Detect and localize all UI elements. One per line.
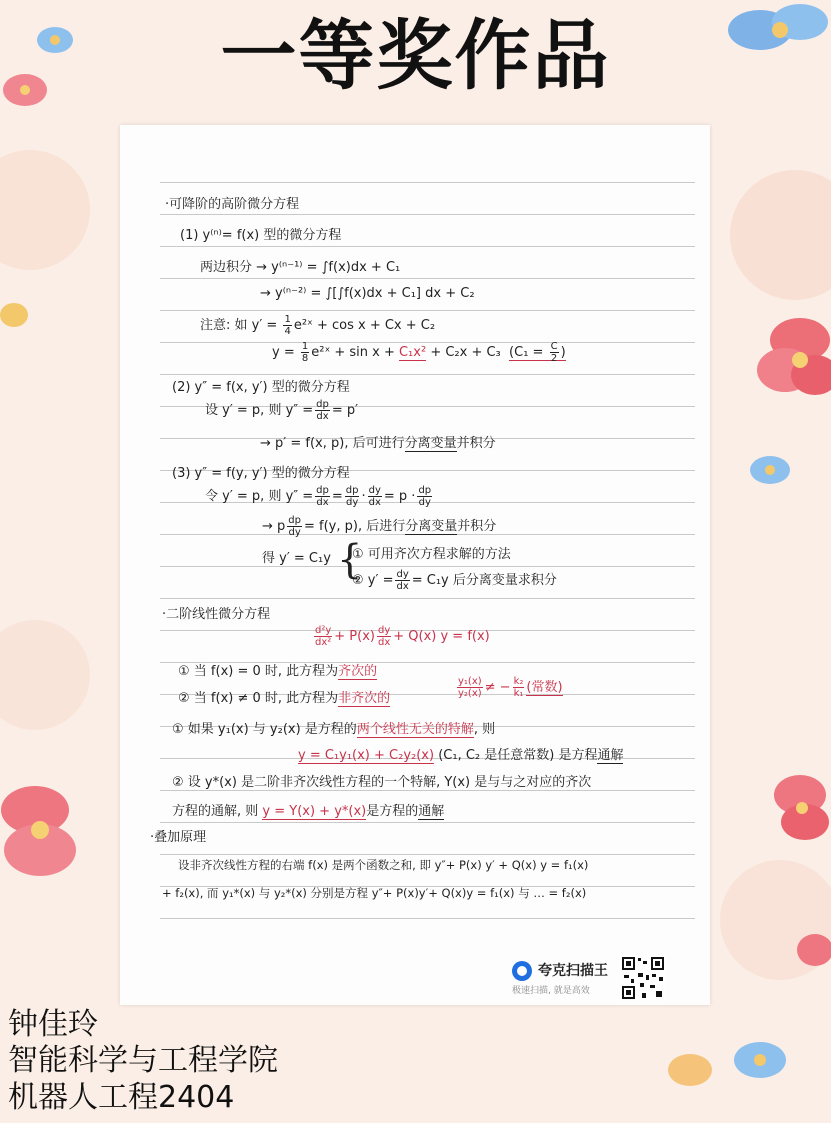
section-heading: ·叠加原理 bbox=[150, 830, 207, 845]
qr-code-icon bbox=[620, 955, 666, 1001]
brace: { bbox=[337, 537, 363, 583]
flower-icon bbox=[740, 440, 800, 500]
note-line: ② 设 y*(x) 是二阶非齐次线性方程的一个特解, Y(x) 是与与之对应的齐次 bbox=[172, 775, 592, 790]
note-line: → p′ = f(x, p), 后可进行分离变量并积分 bbox=[260, 436, 496, 451]
note-line: ② y′ = $\frac{dy}{dx}$ = C₁y 后分离变量求积分 bbox=[352, 569, 557, 592]
note-line: 令 y′ = p, 则 y″ = $\frac{dp}{dx}$ = $\frac{dp}{dy}$ · $\frac{dy}{dx}$ = p · $\frac{dp}{dy}$ bbox=[205, 485, 432, 508]
flower-icon bbox=[790, 920, 831, 980]
subsection-heading: (2) y″ = f(x, y′) 型的微分方程 bbox=[172, 380, 350, 395]
author-college: 智能科学与工程学院 bbox=[8, 1043, 278, 1078]
note-line: y = C₁y₁(x) + C₂y₂(x) (C₁, C₂ 是任意常数) 是方程通解 bbox=[298, 748, 624, 763]
note-annotation: $\frac{\text{y₁(x)}}{\text{y₂(x)}}$ ≠ − $\frac{\text{k₂}}{\text{k₁}}$ (常数) bbox=[458, 676, 563, 699]
flower-icon bbox=[740, 300, 831, 410]
note-line: ② 当 f(x) ≠ 0 时, 此方程为非齐次的 bbox=[178, 691, 391, 706]
note-line: 注意: 如 y′ = $\frac{1}{4}$ e²ˣ + cos x + Cx + C₂ bbox=[200, 314, 436, 337]
flower-icon bbox=[720, 1010, 810, 1100]
note-line: 两边积分 → y⁽ⁿ⁻¹⁾ = ∫f(x)dx + C₁ bbox=[200, 260, 401, 275]
note-line: ① 如果 y₁(x) 与 y₂(x) 是方程的两个线性无关的特解, 则 bbox=[172, 722, 496, 737]
note-line: + f₂(x), 而 y₁*(x) 与 y₂*(x) 分别是方程 y″+ P(x)y′+ Q(x)y = f₁(x) 与 … = f₂(x) bbox=[162, 886, 587, 900]
note-line: 设非齐次线性方程的右端 f(x) 是两个函数之和, 即 y″+ P(x) y′ + Q(x) y = f₁(x) bbox=[178, 858, 589, 872]
note-line: → y⁽ⁿ⁻²⁾ = ∫[∫f(x)dx + C₁] dx + C₂ bbox=[260, 286, 475, 301]
flower-icon bbox=[0, 770, 100, 890]
subsection-heading: (3) y″ = f(y, y′) 型的微分方程 bbox=[172, 466, 350, 481]
scanner-watermark bbox=[508, 955, 688, 1001]
equation: $\frac{\text{d²y}}{\text{dx²}}$ + P(x) $\frac{dy}{dx}$ + Q(x) y = f(x) bbox=[315, 625, 490, 648]
page-title: 一等奖作品 bbox=[220, 11, 611, 100]
author-name: 钟佳玲 bbox=[8, 1007, 98, 1042]
scanner-name: 夸克扫描王 bbox=[538, 963, 608, 979]
note-line: y = $\frac{1}{8}$ e²ˣ + sin x + C₁x² + C₂x + C₃ (C₁ = $\frac{C}{2}$ ) bbox=[272, 341, 566, 364]
section-heading: ·二阶线性微分方程 bbox=[162, 607, 271, 622]
section-heading: ·可降阶的高阶微分方程 bbox=[165, 197, 300, 212]
note-line: 得 y′ = C₁y bbox=[262, 551, 331, 566]
note-line: 方程的通解, 则 y = Y(x) + y*(x)是方程的通解 bbox=[172, 804, 445, 819]
scanner-slogan: 极速扫描, 就是高效 bbox=[512, 986, 590, 996]
note-line: ① 当 f(x) = 0 时, 此方程为齐次的 bbox=[178, 664, 378, 679]
note-line: → p $\frac{dp}{dy}$ = f(y, p), 后进行分离变量并积分 bbox=[262, 515, 497, 538]
flower-icon bbox=[760, 760, 831, 850]
subsection-heading: (1) y⁽ⁿ⁾= f(x) 型的微分方程 bbox=[180, 228, 342, 243]
scanner-logo-icon bbox=[512, 961, 532, 981]
author-class: 机器人工程2404 bbox=[8, 1080, 235, 1115]
note-line: ① 可用齐次方程求解的方法 bbox=[352, 547, 511, 562]
flower-icon bbox=[0, 290, 40, 340]
note-line: 设 y′ = p, 则 y″ = $\frac{dp}{dx}$ = p′ bbox=[205, 399, 359, 422]
flower-icon bbox=[660, 1040, 720, 1100]
